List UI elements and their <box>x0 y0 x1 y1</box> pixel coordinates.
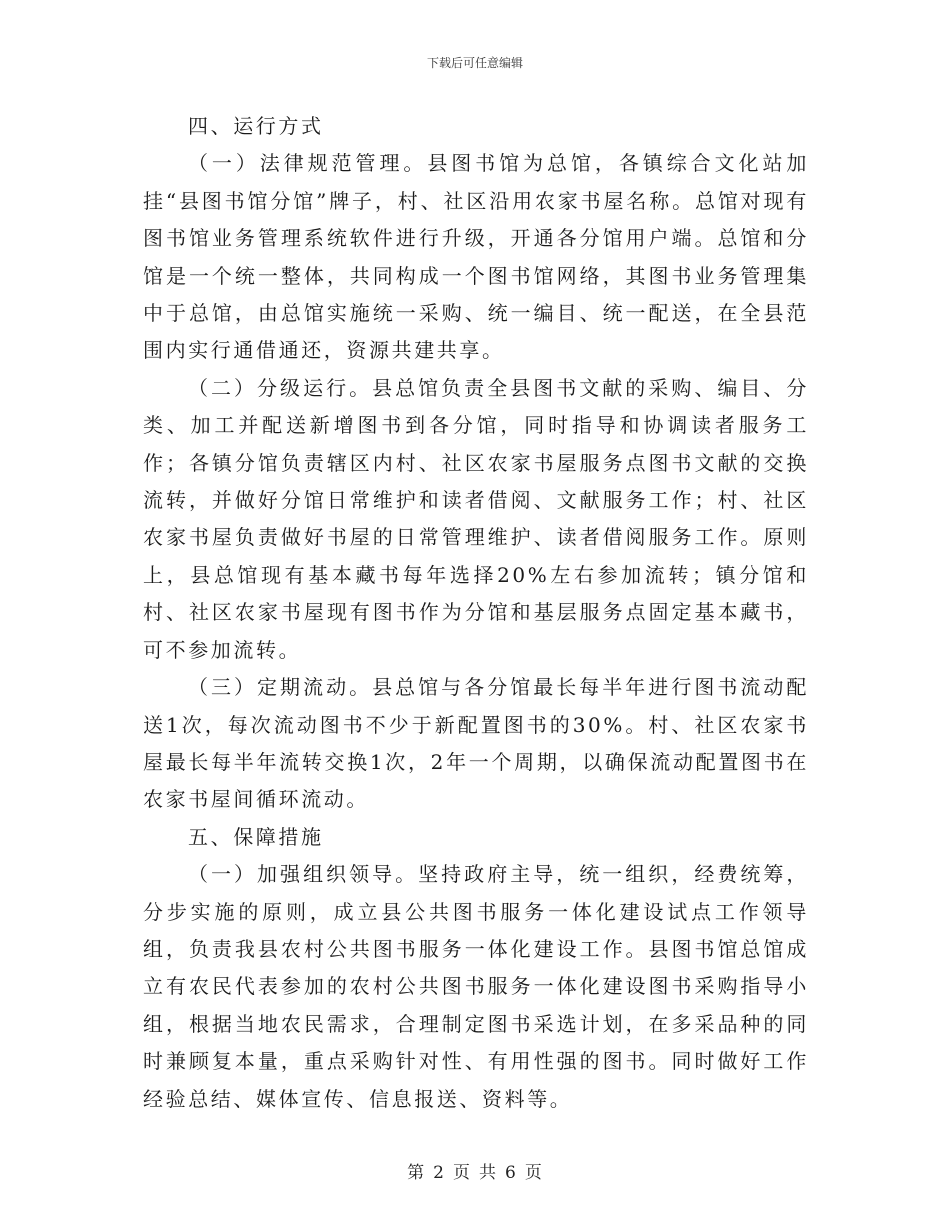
footer-total-suffix: 页 <box>524 1163 543 1183</box>
paragraph-organizational-leadership: （一）加强组织领导。坚持政府主导，统一组织，经费统筹，分步实施的原则，成立县公共图书服务一体化建设试点工作领导组，负责我县农村公共图书服务一体化建设工作。县图书馆总馆成立有农民代表参加的农村公共图书服务一体化建设图书采购指导小组，根据当地农民需求，合理制定图书采选计划，在多采品种的同时兼顾复本量，重点采购针对性、有用性强的图书。同时做好工作经验总结、媒体宣传、信息报送、资料等。 <box>143 862 809 1111</box>
section-heading-5: 五、保障措施 <box>188 824 324 849</box>
page-number-footer <box>0 1158 950 1183</box>
footer-total-prefix: 共 <box>479 1163 497 1183</box>
footer-page-prefix: 第 <box>407 1163 426 1183</box>
section-heading-4: 四、运行方式 <box>188 114 324 138</box>
footer-current-page: 2 <box>433 1163 445 1183</box>
footer-page-suffix: 页 <box>453 1163 471 1183</box>
footer-total-pages: 6 <box>505 1163 517 1183</box>
document-body <box>143 108 809 1118</box>
paragraph-periodic-circulation: （三）定期流动。县总馆与各分馆最长每半年进行图书流动配送1次，每次流动图书不少于新配置图书的30%。村、社区农家书屋最长每半年流转交换1次，2年一个周期，以确保流动配置图书在农家书屋间循环流动。 <box>143 675 809 812</box>
page-header-note: 下载后可任意编辑 <box>426 56 523 70</box>
paragraph-legal-management: （一）法律规范管理。县图书馆为总馆，各镇综合文化站加挂“县图书馆分馆”牌子，村、社区沿用农家书屋名称。总馆对现有图书馆业务管理系统软件进行升级，开通各分馆用户端。总馆和分馆是一个统一整体，共同构成一个图书馆网络，其图书业务管理集中于总馆，由总馆实施统一采购、统一编目、统一配送，在全县范围内实行通借通还，资源共建共享。 <box>143 151 809 363</box>
paragraph-tiered-operation: （二）分级运行。县总馆负责全县图书文献的采购、编目、分类、加工并配送新增图书到各分馆，同时指导和协调读者服务工作；各镇分馆负责辖区内村、社区农家书屋服务点图书文献的交换流转，并做好分馆日常维护和读者借阅、文献服务工作；村、社区农家书屋负责做好书屋的日常管理维护、读者借阅服务工作。原则上，县总馆现有基本藏书每年选择20%左右参加流转；镇分馆和村、社区农家书屋现有图书作为分馆和基层服务点固定基本藏书，可不参加流转。 <box>143 375 809 662</box>
